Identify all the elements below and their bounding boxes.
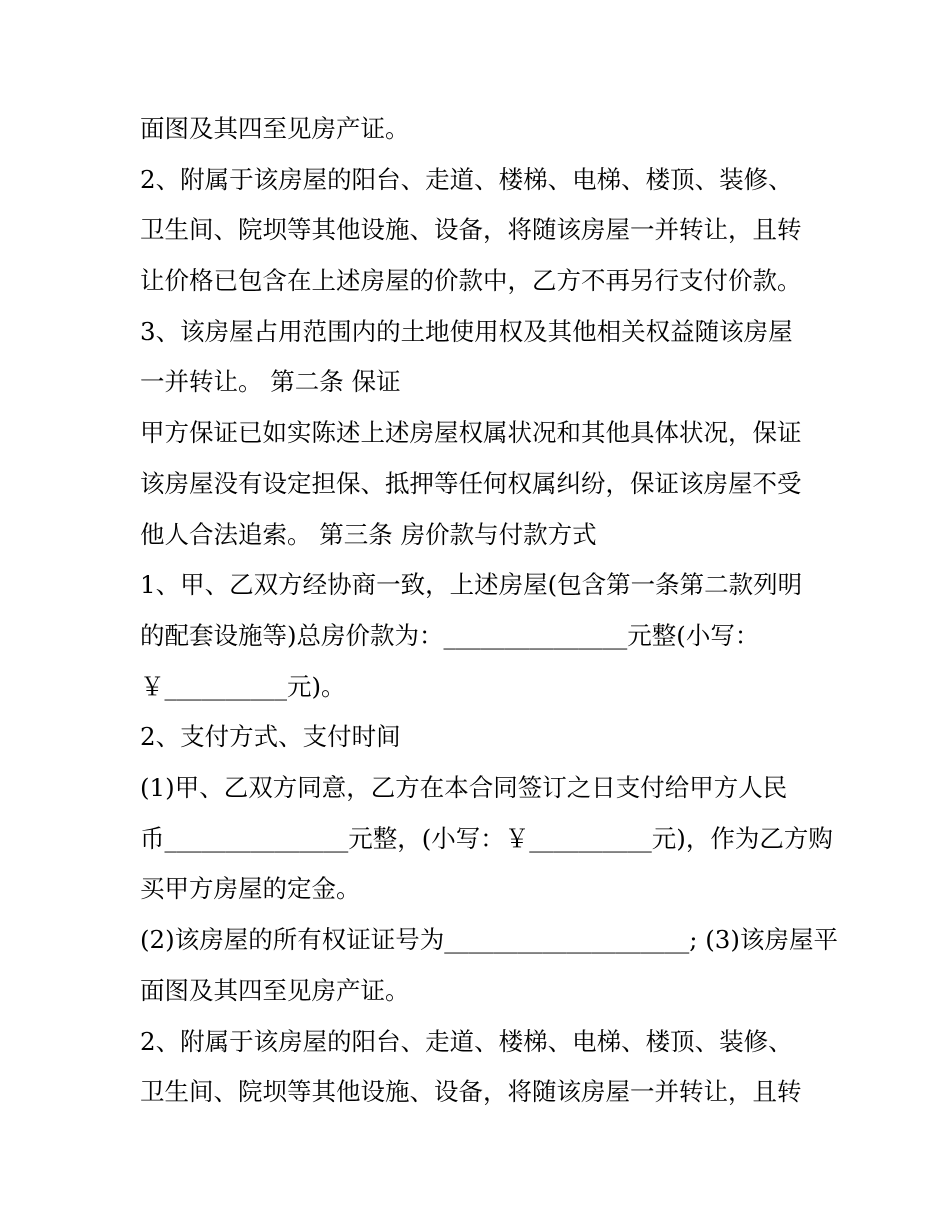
text-line: 卫生间、院坝等其他设施、设备，将随该房屋一并转让，且转: [140, 215, 802, 244]
text-line: 2、支付方式、支付时间: [140, 722, 401, 751]
text-line: 让价格已包含在上述房屋的价款中，乙方不再另行支付价款。: [140, 266, 802, 295]
text-line: 面图及其四至见房产证。: [140, 114, 410, 143]
text-line: 2、附属于该房屋的阳台、走道、楼梯、电梯、楼顶、装修、: [140, 1027, 793, 1056]
text-line: 买甲方房屋的定金。: [140, 874, 361, 903]
text-line: 3、该房屋占用范围内的土地使用权及其他相关权益随该房屋: [140, 317, 793, 346]
text-line: 1、甲、乙双方经协商一致，上述房屋(包含第一条第二款列明: [140, 570, 803, 599]
text-line: 卫生间、院坝等其他设施、设备，将随该房屋一并转让，且转: [140, 1077, 802, 1106]
text-line: 甲方保证已如实陈述上述房屋权属状况和其他具体状况，保证: [140, 418, 802, 447]
text-line: 币_______________元整，(小写：￥__________元)，作为乙方购: [140, 824, 833, 853]
text-line: (1)甲、乙双方同意，乙方在本合同签订之日支付给甲方人民: [140, 773, 788, 802]
text-line: ￥__________元)。: [140, 672, 346, 701]
text-line: 面图及其四至见房产证。: [140, 976, 410, 1005]
text-line: 2、附属于该房屋的阳台、走道、楼梯、电梯、楼顶、装修、: [140, 165, 793, 194]
text-line: 一并转让。 第二条 保证: [140, 367, 401, 396]
text-line: (2)该房屋的所有权证证号为____________________; (3)该房屋平: [140, 925, 838, 954]
text-line: 他人合法追索。 第三条 房价款与付款方式: [140, 520, 597, 549]
text-line: 该房屋没有设定担保、抵押等任何权属纠纷，保证该房屋不受: [140, 469, 802, 498]
text-line: 的配套设施等)总房价款为：_______________元整(小写：: [140, 621, 760, 650]
